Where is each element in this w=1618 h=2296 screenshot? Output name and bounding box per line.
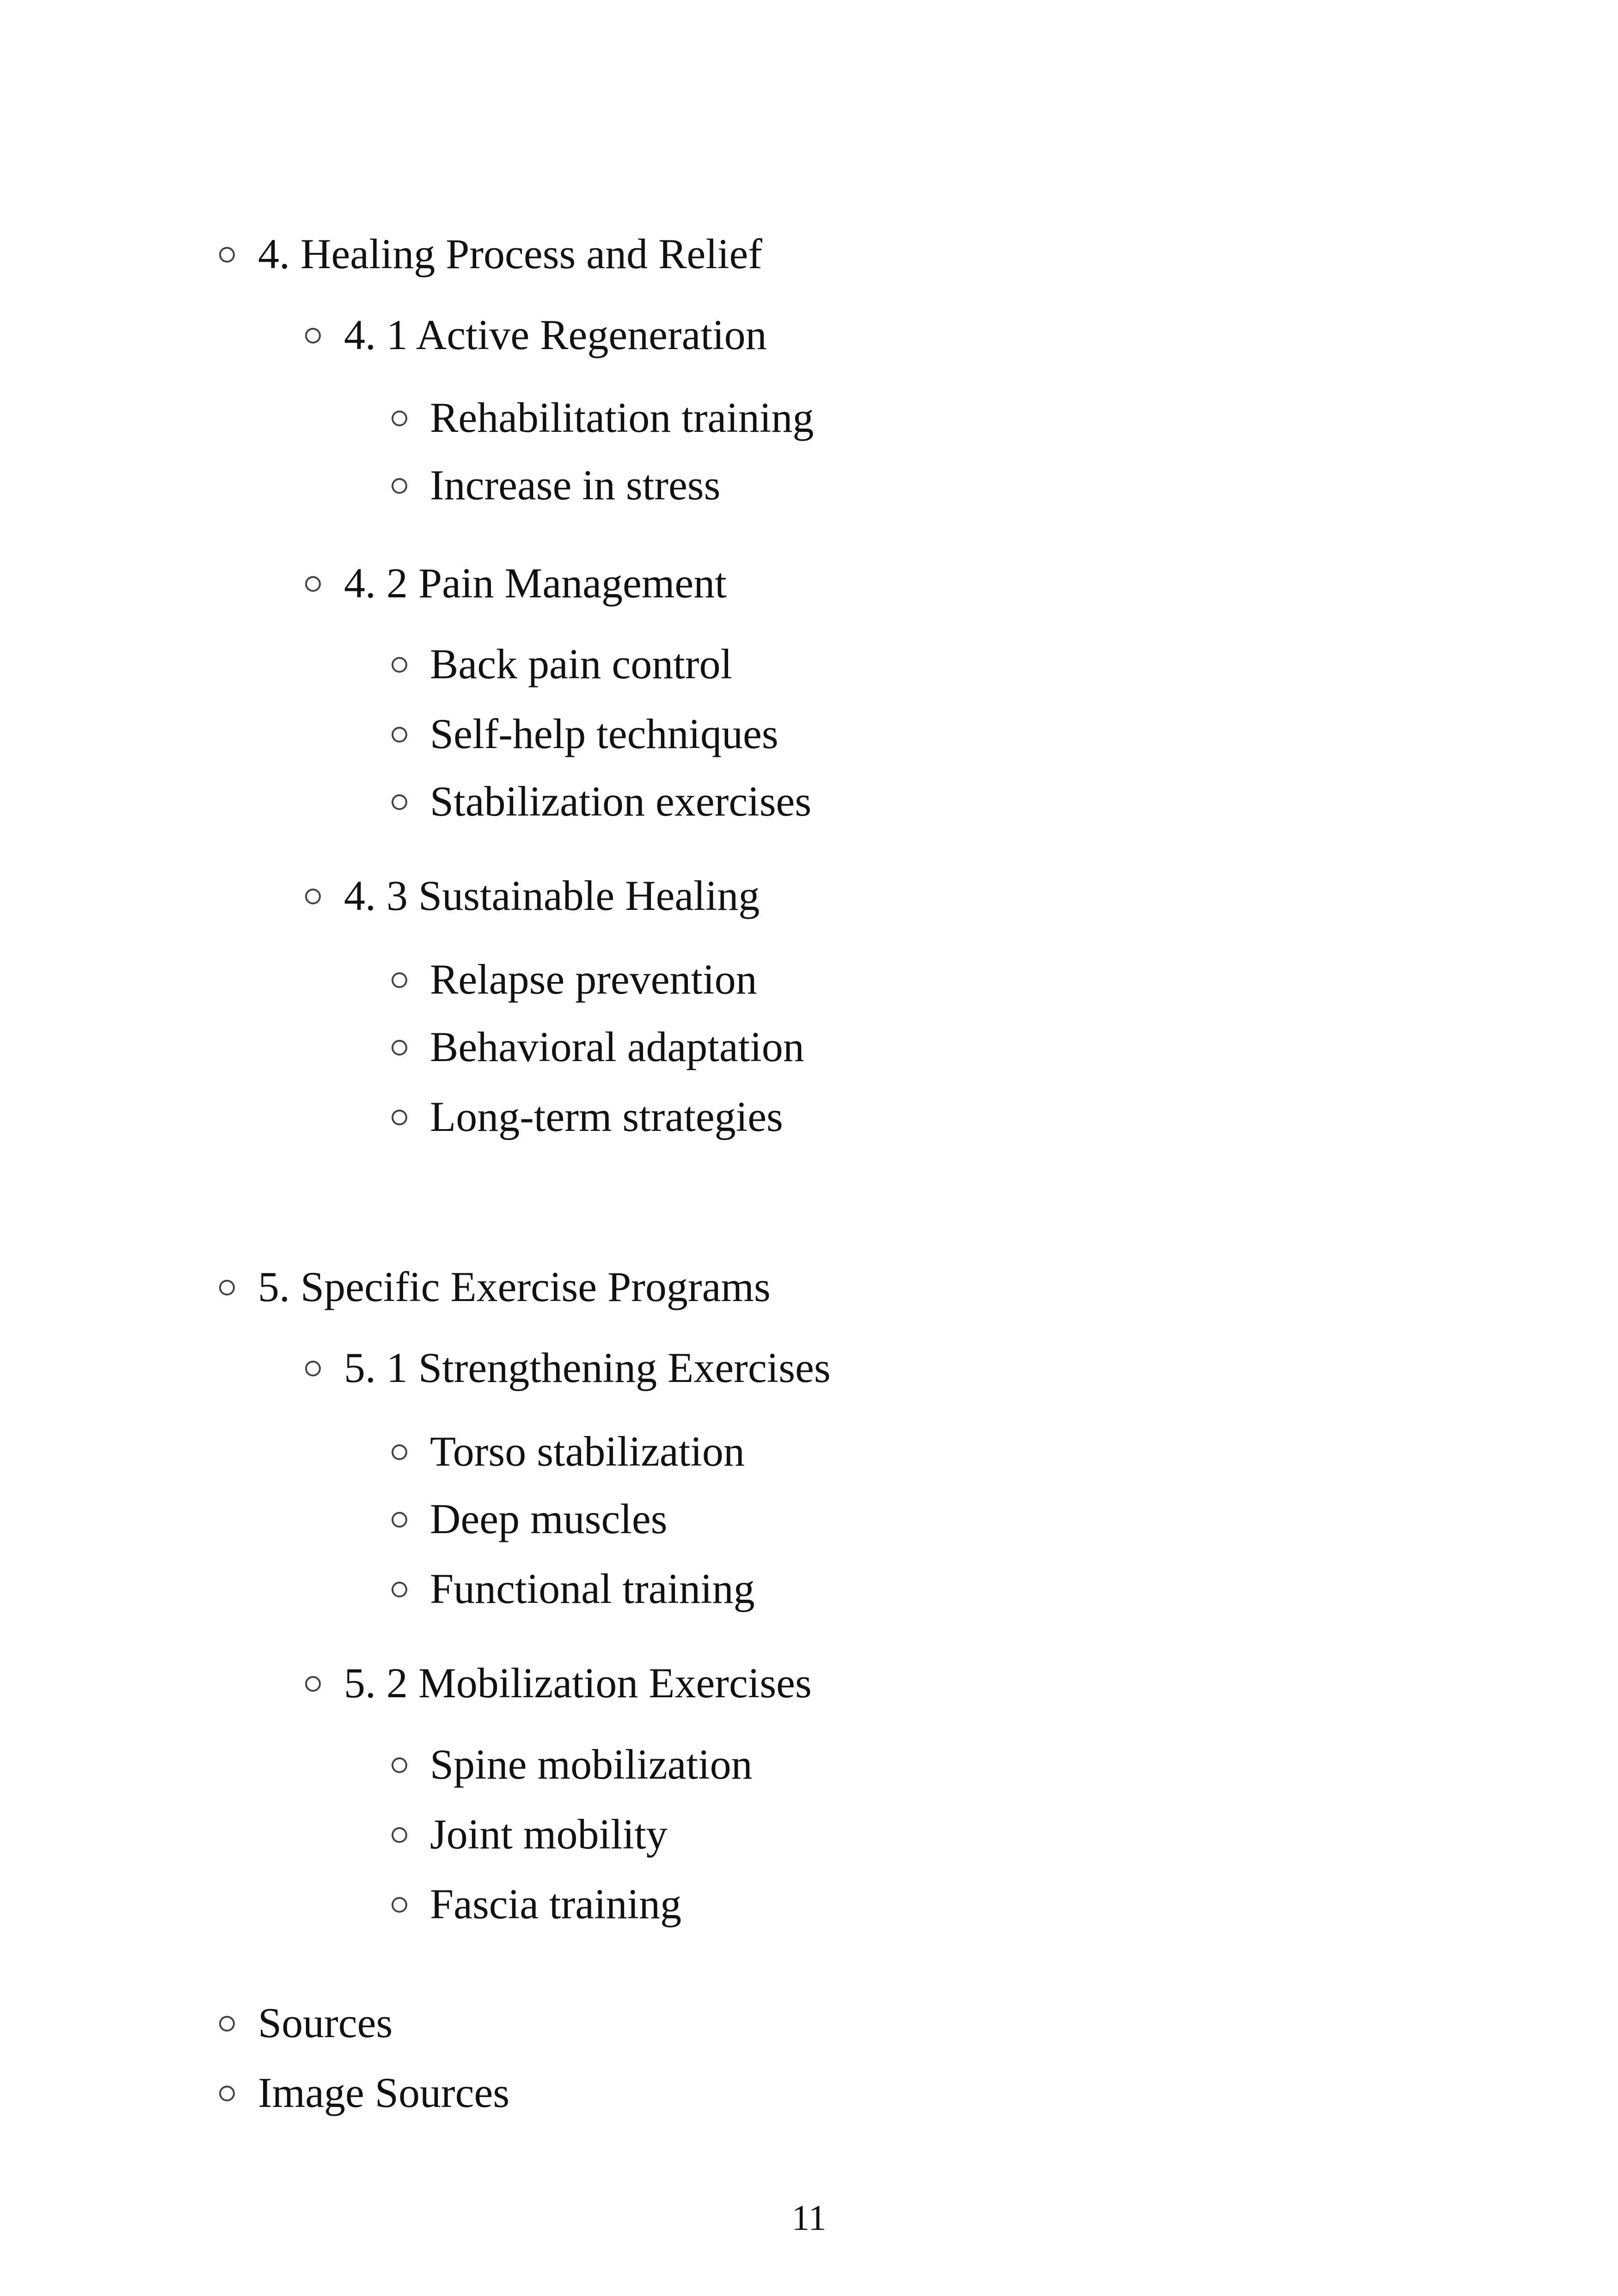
bullet-icon — [392, 411, 407, 426]
bullet-icon — [392, 1582, 407, 1597]
toc-subsection-title: 4. 2 Pain Management — [344, 559, 727, 607]
toc-item: Behavioral adaptation — [430, 1023, 804, 1070]
toc-item: Long-term strategies — [430, 1093, 783, 1140]
toc-item: Deep muscles — [430, 1495, 668, 1542]
bullet-icon — [392, 1897, 407, 1913]
toc-section-title: 5. Specific Exercise Programs — [258, 1263, 771, 1310]
toc-subsection-title: 4. 3 Sustainable Healing — [344, 872, 760, 919]
bullet-icon — [305, 889, 321, 904]
bullet-icon — [219, 2016, 235, 2032]
toc-item: Increase in stress — [430, 461, 721, 509]
bullet-icon — [392, 794, 407, 810]
bullet-icon — [305, 1676, 321, 1692]
bullet-icon — [219, 247, 235, 263]
toc-item: Functional training — [430, 1565, 755, 1612]
bullet-icon — [392, 1512, 407, 1528]
toc-subsection-title: 4. 1 Active Regeneration — [344, 311, 767, 358]
bullet-icon — [392, 478, 407, 494]
bullet-icon — [392, 972, 407, 988]
bullet-icon — [305, 328, 321, 344]
toc-subsection-title: 5. 1 Strengthening Exercises — [344, 1344, 831, 1391]
toc-item: Fascia training — [430, 1880, 682, 1928]
page-number: 11 — [791, 2198, 827, 2238]
toc-item: Rehabilitation training — [430, 394, 814, 441]
toc-image-sources: Image Sources — [258, 2069, 510, 2116]
bullet-icon — [392, 1110, 407, 1125]
bullet-icon — [392, 727, 407, 743]
bullet-icon — [305, 1361, 321, 1376]
toc-section-title: 4. Healing Process and Relief — [258, 230, 762, 277]
bullet-icon — [392, 1827, 407, 1843]
toc-subsection-title: 5. 2 Mobilization Exercises — [344, 1659, 812, 1707]
bullet-icon — [219, 2086, 235, 2101]
toc-sources: Sources — [258, 1999, 393, 2046]
toc-item: Relapse prevention — [430, 956, 757, 1003]
bullet-icon — [305, 576, 321, 592]
toc-item: Torso stabilization — [430, 1428, 745, 1475]
bullet-icon — [392, 1757, 407, 1773]
toc-item: Stabilization exercises — [430, 778, 812, 825]
toc-item: Back pain control — [430, 640, 733, 688]
bullet-icon — [392, 1040, 407, 1056]
toc-item: Spine mobilization — [430, 1741, 753, 1788]
bullet-icon — [392, 657, 407, 673]
bullet-icon — [219, 1280, 235, 1295]
bullet-icon — [392, 1444, 407, 1460]
toc-item: Joint mobility — [430, 1811, 668, 1858]
toc-item: Self-help techniques — [430, 710, 778, 757]
